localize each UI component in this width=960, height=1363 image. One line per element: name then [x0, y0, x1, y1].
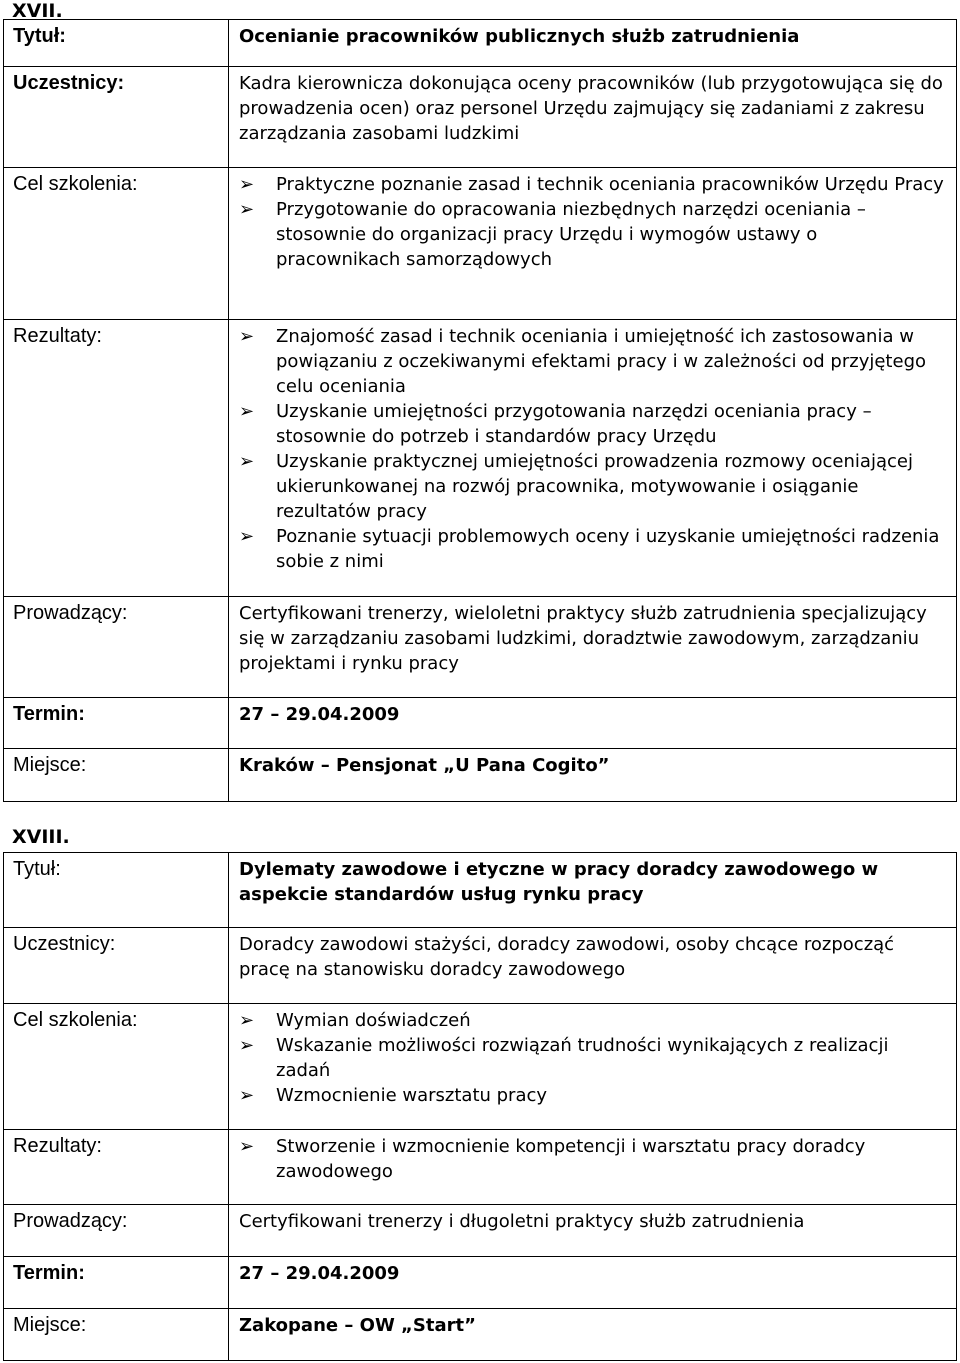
result-text: Uzyskanie umiejętności przygotowania narzędzi oceniania pracy – stosownie do potrzeb i standardów pracy Urzędu	[276, 401, 872, 447]
list-item	[239, 524, 946, 574]
label-results: Rezultaty:	[4, 320, 229, 597]
result-text: Uzyskanie praktycznej umiejętności prowadzenia rozmowy oceniającej ukierunkowanej na rozwój pracownika, motywowanie i osiąganie rezultatów pracy	[276, 451, 913, 522]
row-title	[4, 20, 957, 67]
list-item	[239, 172, 946, 197]
list-item	[239, 449, 946, 524]
label-goal: Cel szkolenia:	[4, 168, 229, 320]
label-trainers: Prowadzący:	[4, 597, 229, 698]
arrow-bullet-icon: ➢	[239, 199, 255, 220]
row-trainers	[4, 1205, 957, 1257]
label-results: Rezultaty:	[4, 1130, 229, 1205]
label-trainers: Prowadzący:	[4, 1205, 229, 1257]
date-text: 27 – 29.04.2009	[229, 1257, 957, 1309]
row-results	[4, 320, 957, 597]
goal-text: Wymian doświadczeń	[276, 1010, 471, 1031]
label-place: Miejsce:	[4, 1309, 229, 1361]
list-item	[239, 1008, 946, 1033]
label-participants: Uczestnicy:	[4, 928, 229, 1004]
row-results	[4, 1130, 957, 1205]
list-item	[239, 197, 946, 272]
goal-text: Wskazanie możliwości rozwiązań trudności wynikających z realizacji zadań	[276, 1035, 889, 1081]
goal-list	[229, 1004, 957, 1130]
trainers-text: Certyfikowani trenerzy i długoletni praktycy służb zatrudnienia	[229, 1205, 957, 1257]
section-number: XVII.	[12, 0, 63, 22]
participants-text: Doradcy zawodowi stażyści, doradcy zawodowi, osoby chcące rozpocząć pracę na stanowisku doradcy zawodowego	[229, 928, 957, 1004]
arrow-bullet-icon: ➢	[239, 401, 255, 422]
goal-text: Praktyczne poznanie zasad i technik oceniania pracowników Urzędu Pracy	[276, 174, 944, 195]
goal-text: Wzmocnienie warsztatu pracy	[276, 1085, 548, 1106]
arrow-bullet-icon: ➢	[239, 451, 255, 472]
arrow-bullet-icon: ➢	[239, 1085, 255, 1106]
arrow-bullet-icon: ➢	[239, 1035, 255, 1056]
section-number: XVIII.	[12, 826, 70, 848]
row-place	[4, 1309, 957, 1361]
row-goal	[4, 168, 957, 320]
result-text: Stworzenie i wzmocnienie kompetencji i warsztatu pracy doradcy zawodowego	[276, 1136, 866, 1182]
date-text: 27 – 29.04.2009	[229, 698, 957, 749]
list-item	[239, 1134, 946, 1184]
row-title	[4, 853, 957, 928]
goal-list	[229, 168, 957, 320]
list-item	[239, 399, 946, 449]
list-item	[239, 1083, 946, 1108]
arrow-bullet-icon: ➢	[239, 174, 255, 195]
label-place: Miejsce:	[4, 749, 229, 802]
list-item	[239, 1033, 946, 1083]
row-place	[4, 749, 957, 802]
result-text: Znajomość zasad i technik oceniania i umiejętność ich zastosowania w powiązaniu z oczekiwanymi efektami pracy i w zależności od przyjętego celu oceniania	[276, 326, 927, 397]
training-table-1	[3, 19, 957, 802]
label-title: Tytuł:	[4, 853, 229, 928]
place-text: Zakopane – OW „Start”	[229, 1309, 957, 1361]
label-goal: Cel szkolenia:	[4, 1004, 229, 1130]
place-text: Kraków – Pensjonat „U Pana Cogito”	[229, 749, 957, 802]
arrow-bullet-icon: ➢	[239, 326, 255, 347]
arrow-bullet-icon: ➢	[239, 526, 255, 547]
arrow-bullet-icon: ➢	[239, 1010, 255, 1031]
trainers-text: Certyfikowani trenerzy, wieloletni praktycy służb zatrudnienia specjalizujący się w zarządzaniu zasobami ludzkimi, doradztwie zawodowym, zarządzaniu projektami i rynku pracy	[229, 597, 957, 698]
row-participants	[4, 928, 957, 1004]
label-date: Termin:	[4, 698, 229, 749]
label-participants: Uczestnicy:	[4, 67, 229, 168]
training-title: Dylematy zawodowe i etyczne w pracy doradcy zawodowego w aspekcie standardów usług rynku pracy	[229, 853, 957, 928]
row-goal	[4, 1004, 957, 1130]
row-date	[4, 698, 957, 749]
label-date: Termin:	[4, 1257, 229, 1309]
row-date	[4, 1257, 957, 1309]
results-list	[229, 1130, 957, 1205]
label-title: Tytuł:	[4, 20, 229, 67]
row-participants	[4, 67, 957, 168]
training-title: Ocenianie pracowników publicznych służb zatrudnienia	[229, 20, 957, 67]
list-item	[239, 324, 946, 399]
participants-text: Kadra kierownicza dokonująca oceny pracowników (lub przygotowująca się do prowadzenia ocen) oraz personel Urzędu zajmujący się zadaniami z zakresu zarządzania zasobami ludzkimi	[229, 67, 957, 168]
arrow-bullet-icon: ➢	[239, 1136, 255, 1157]
training-table-2	[3, 852, 957, 1361]
goal-text: Przygotowanie do opracowania niezbędnych narzędzi oceniania – stosownie do organizacji pracy Urzędu i wymogów ustawy o pracownikach samorządowych	[276, 199, 866, 270]
row-trainers	[4, 597, 957, 698]
result-text: Poznanie sytuacji problemowych oceny i uzyskanie umiejętności radzenia sobie z nimi	[276, 526, 940, 572]
results-list	[229, 320, 957, 597]
